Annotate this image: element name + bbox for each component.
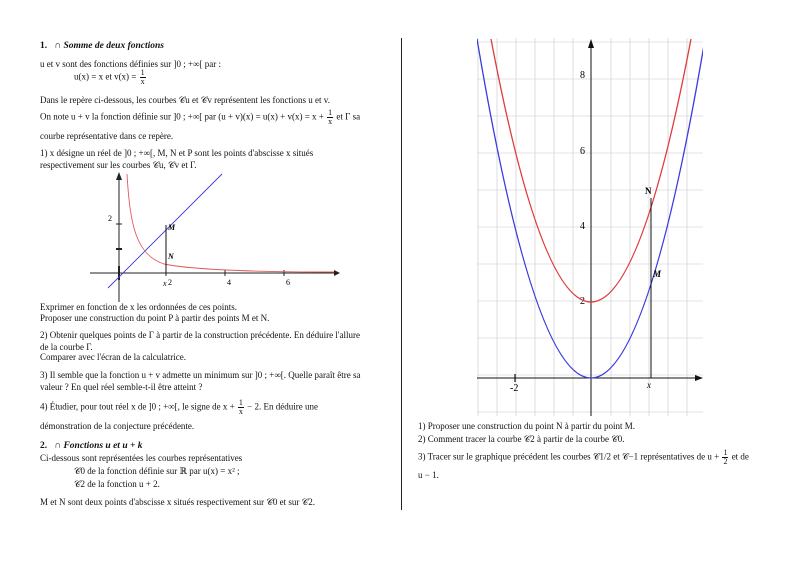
right-q1: 1) Proposer une construction du point N à partir du point M. bbox=[418, 421, 635, 431]
part1-line4: courbe représentative dans ce repère. bbox=[40, 131, 174, 141]
graph1-label-4: 4 bbox=[227, 278, 231, 287]
part1-title: ∩ Somme de deux fonctions bbox=[54, 41, 164, 51]
part1-number: 1. bbox=[40, 41, 48, 51]
curve-u-line bbox=[108, 174, 222, 288]
q2-line-c: Comparer avec l'écran de la calculatrice. bbox=[40, 352, 187, 362]
q4-frac-num: 1 bbox=[238, 398, 243, 407]
q4-line-c: démonstration de la conjecture précédente. bbox=[40, 421, 195, 431]
part1-def-left: u(x) = x et v(x) = bbox=[74, 71, 137, 82]
part1-definition bbox=[74, 69, 147, 86]
part2-heading bbox=[40, 440, 143, 453]
graph-u-u-plus-k bbox=[477, 38, 703, 416]
part1-line3b: et Γ sa bbox=[336, 111, 361, 122]
graph2-label-4: 4 bbox=[580, 221, 585, 232]
part1-line1: u et v sont des fonctions définies sur ]0 ; +∞[ par : bbox=[40, 59, 221, 69]
def-den: x bbox=[140, 77, 145, 86]
right-q3-line bbox=[418, 449, 749, 466]
curve-v-hyperbola bbox=[127, 174, 334, 272]
part2-line2: 𝒞0 de la fonction définie sur ℝ par u(x) = x² ; bbox=[74, 466, 240, 476]
part2-line1: Ci-dessous sont représentées les courbes représentatives bbox=[40, 453, 243, 463]
q4-fraction bbox=[238, 399, 244, 416]
q1-line-d: Proposer une construction du point P à partir des points M et N. bbox=[40, 313, 270, 323]
graph1-label-2: 2 bbox=[168, 278, 172, 287]
graph1-x-label: x bbox=[163, 279, 167, 288]
graph1-label-6: 6 bbox=[286, 278, 290, 287]
graph1-point-M: M bbox=[168, 223, 176, 232]
def-num: 1 bbox=[140, 68, 145, 77]
graph1-x-arrow bbox=[334, 270, 340, 276]
part1-heading bbox=[40, 40, 164, 53]
graph2-y-arrow bbox=[588, 39, 594, 48]
def-fraction bbox=[140, 69, 146, 86]
graph1-y-label-2: 2 bbox=[108, 214, 112, 223]
column-divider bbox=[401, 38, 402, 510]
part1-line3 bbox=[40, 109, 360, 126]
right-frac-den: 2 bbox=[723, 457, 728, 466]
q1-line-c: Exprimer en fonction de x les ordonnées de ces points. bbox=[40, 302, 237, 312]
right-q2: 2) Comment tracer la courbe 𝒞2 à partir de la courbe 𝒞0. bbox=[418, 434, 625, 444]
q1-line-b: respectivement sur les courbes 𝒞u, 𝒞v et Γ. bbox=[40, 160, 197, 170]
graph2-label-8: 8 bbox=[580, 70, 585, 81]
q3-line-b: valeur ? En quel réel semble-t-il être atteint ? bbox=[40, 382, 203, 392]
graph1-y-arrow bbox=[116, 172, 122, 180]
right-q3-fraction bbox=[722, 449, 728, 466]
graph2-point-M: M bbox=[653, 269, 662, 279]
part1-line2: Dans le repère ci-dessous, les courbes 𝒞u et 𝒞v représentent les fonctions u et v. bbox=[40, 95, 330, 105]
graph2-label-2: 2 bbox=[580, 296, 585, 307]
q2-line-a: 2) Obtenir quelques points de Γ à partir de la construction précédente. En déduire l'allure bbox=[40, 330, 360, 340]
graph2-label-minus2: -2 bbox=[510, 383, 519, 394]
q4-part-a: 4) Étudier, pour tout réel x de ]0 ; +∞[, le signe de x + bbox=[40, 401, 235, 412]
q4-frac-den: x bbox=[238, 407, 243, 416]
q4-part-b: − 2. En déduire une bbox=[247, 401, 318, 412]
graph2-x-label: x bbox=[647, 380, 651, 390]
q4-line-a bbox=[40, 399, 318, 416]
graph1-point-N: N bbox=[168, 252, 174, 261]
graph2-label-6: 6 bbox=[580, 146, 585, 157]
part2-title: ∩ Fonctions u et u + k bbox=[54, 441, 143, 451]
graph2-x-arrow bbox=[695, 375, 703, 381]
curve-C0 bbox=[477, 39, 703, 378]
frac-den: x bbox=[328, 117, 333, 126]
q1-line-a: 1) x désigne un réel de ]0 ; +∞[, M, N et P sont les points d'abscisse x situés bbox=[40, 148, 314, 158]
part2-line3: 𝒞2 de la fonction u + 2. bbox=[74, 479, 160, 489]
frac-num: 1 bbox=[328, 108, 333, 117]
right-q3-part-a: 3) Tracer sur le graphique précédent les courbes 𝒞1/2 et 𝒞−1 représentatives de u + bbox=[418, 451, 720, 462]
line3-fraction bbox=[327, 109, 333, 126]
graph-u-v bbox=[84, 170, 340, 302]
part2-number: 2. bbox=[40, 441, 48, 451]
graph2-grid bbox=[477, 38, 703, 416]
right-frac-num: 1 bbox=[723, 448, 728, 457]
q3-line-a: 3) Il semble que la fonction u + v admette un minimum sur ]0 ; +∞[. Quelle paraît être sa bbox=[40, 370, 361, 380]
graph2-point-N: N bbox=[645, 186, 652, 196]
right-q3-part-b: et de bbox=[731, 451, 749, 462]
q2-line-b: de la courbe Γ. bbox=[40, 342, 93, 352]
right-q3-line-c: u − 1. bbox=[418, 470, 439, 480]
part2-line4: M et N sont deux points d'abscisse x situés respectivement sur 𝒞0 et sur 𝒞2. bbox=[40, 497, 315, 507]
part1-line3a: On note u + v la fonction définie sur ]0 ; +∞[ par (u + v)(x) = u(x) + v(x) = x + bbox=[40, 111, 324, 122]
